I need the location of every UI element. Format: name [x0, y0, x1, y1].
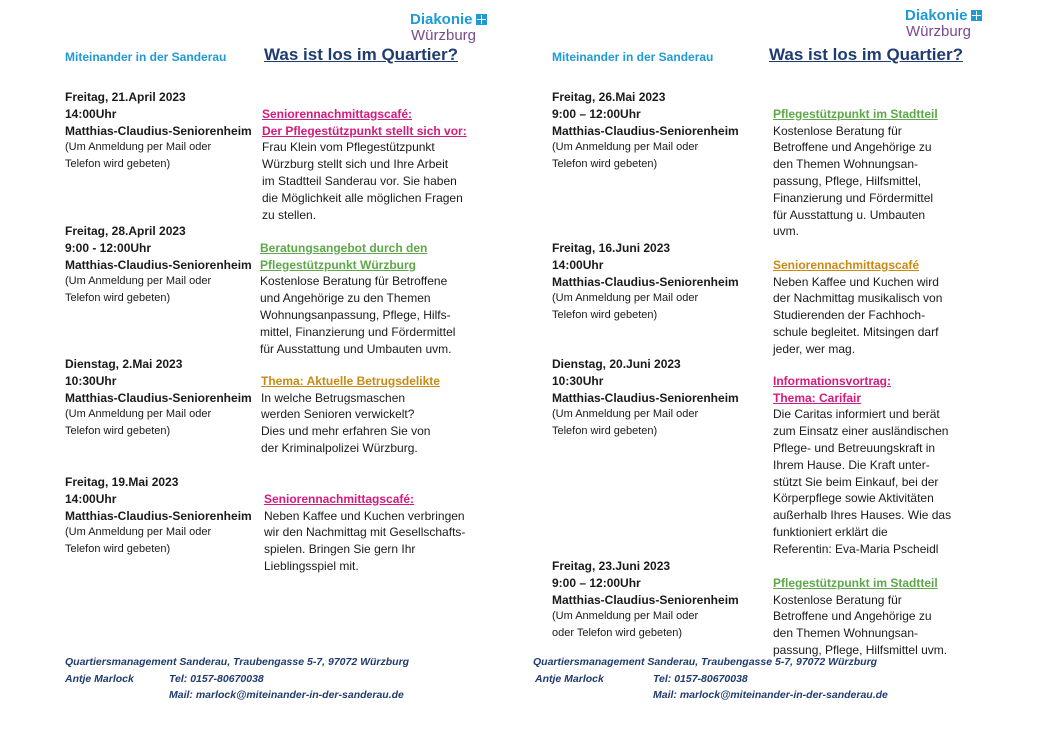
event-time: 9:00 - 12:00Uhr [65, 240, 152, 255]
event-desc-right-1 [773, 89, 938, 257]
footer-address: Quartiersmanagement Sanderau, Traubengasse 5-7, 97072 Würzburg [65, 656, 410, 668]
event-desc-left-4 [264, 474, 465, 592]
event-date: Dienstag, 20.Juni 2023 [552, 357, 681, 371]
footer-email: Mail: marlock@miteinander-in-der-sanderau.de [169, 689, 404, 701]
event-note: (Um Anmeldung per Mail oder Telefon wird gebeten) [552, 408, 699, 438]
brand-name: Diakonie [410, 11, 473, 28]
event-note: (Um Anmeldung per Mail oder Telefon wird gebeten) [65, 408, 212, 438]
event-body: Neben Kaffee und Kuchen wird der Nachmittag musikalisch von Studierenden der Fachhoch- schule begleitet. Mitsingen darf jeder, wer mag. [773, 274, 943, 356]
event-date: Freitag, 28.April 2023 [65, 224, 186, 238]
event-place: Matthias-Claudius-Seniorenheim [65, 508, 252, 523]
event-right-2 [552, 240, 739, 324]
event-body: Kostenlose Beratung für Betroffene und Angehörige zu den Themen Wohnungsan- passung, Pflege, Hilfsmittel, Finanzierung und Fördermittel für Ausstattung u. Umbauten uvm. [773, 123, 934, 239]
event-body: Neben Kaffee und Kuchen verbringen wir den Nachmittag mit Gesellschafts- spielen. Bringen Sie gern Ihr Lieblingsspiel mit. [264, 508, 466, 573]
heading-right: Was ist los im Quartier? [769, 45, 963, 64]
footer-phone: Tel: 0157-80670038 [169, 672, 264, 685]
event-right-1 [552, 89, 739, 173]
event-place: Matthias-Claudius-Seniorenheim [552, 390, 739, 405]
event-body: Frau Klein vom Pflegestützpunkt Würzburg stellt sich und Ihre Arbeit im Stadtteil Sanderau vor. Sie haben die Möglichkeit alle möglichen Fragen zu stellen. [262, 140, 463, 222]
event-left-3 [65, 356, 252, 440]
event-time: 10:30Uhr [552, 373, 604, 388]
event-body: Kostenlose Beratung für Betroffene und Angehörige zu den Themen Wohnungsan- passung, Pflege, Hilfsmittel uvm. [773, 592, 948, 657]
event-place: Matthias-Claudius-Seniorenheim [65, 257, 252, 272]
event-desc-right-3 [773, 356, 951, 574]
footer-name: Antje Marlock [65, 672, 134, 685]
event-time: 10:30Uhr [65, 373, 117, 388]
cross-icon [476, 14, 487, 25]
event-place: Matthias-Claudius-Seniorenheim [552, 592, 739, 607]
event-desc-left-1 [262, 89, 467, 240]
event-desc-left-2 [260, 223, 455, 374]
diakonie-logo-right [905, 8, 982, 39]
event-date: Dienstag, 2.Mai 2023 [65, 357, 183, 371]
event-title: Beratungsangebot durch den Pflegestützpunkt Würzburg [260, 240, 428, 272]
event-right-3 [552, 356, 739, 440]
brand-city: Würzburg [411, 27, 477, 44]
event-time: 9:00 – 12:00Uhr [552, 575, 641, 590]
brand-city: Würzburg [906, 23, 972, 40]
event-place: Matthias-Claudius-Seniorenheim [65, 123, 252, 138]
event-note: (Um Anmeldung per Mail oder Telefon wird gebeten) [65, 275, 212, 305]
subtitle-left: Miteinander in der Sanderau [65, 50, 227, 64]
event-time: 14:00Uhr [552, 257, 604, 272]
event-right-4 [552, 558, 739, 642]
event-date: Freitag, 26.Mai 2023 [552, 90, 666, 104]
cross-icon [971, 10, 982, 21]
event-note: (Um Anmeldung per Mail oder oder Telefon wird gebeten) [552, 610, 699, 640]
event-time: 14:00Uhr [65, 106, 117, 121]
event-title: Pflegestützpunkt im Stadtteil [773, 575, 938, 590]
event-body: In welche Betrugsmaschen werden Senioren verwickelt? Dies und mehr erfahren Sie von der Kriminalpolizei Würzburg. [261, 390, 431, 455]
event-body: Kostenlose Beratung für Betroffene und Angehörige zu den Themen Wohnungsanpassung, Pflege, Hilfs- mittel, Finanzierung und Fördermittel für Ausstattung und Umbauten uvm. [260, 274, 456, 356]
event-date: Freitag, 21.April 2023 [65, 90, 186, 104]
event-title: Informationsvortrag: Thema: Carifair [773, 373, 892, 405]
subtitle-right: Miteinander in der Sanderau [552, 50, 714, 64]
event-note: (Um Anmeldung per Mail oder Telefon wird gebeten) [65, 141, 212, 171]
footer-right [533, 654, 888, 704]
event-date: Freitag, 23.Juni 2023 [552, 559, 671, 573]
footer-name: Antje Marlock [535, 672, 604, 685]
brand-name: Diakonie [905, 7, 968, 24]
event-body: Die Caritas informiert und berät zum Einsatz einer ausländischen Pflege- und Betreuungskraft in Ihrem Hause. Die Kraft unter- stützt Sie beim Einkauf, bei der Körperpflege sowie Aktivitäten außerhalb Ihres Hauses. Wie das funktioniert erklärt die Referentin: Eva-Maria Pscheidl [773, 407, 952, 556]
event-time: 14:00Uhr [65, 491, 117, 506]
event-place: Matthias-Claudius-Seniorenheim [65, 390, 252, 405]
event-desc-right-2 [773, 240, 942, 374]
event-time: 9:00 – 12:00Uhr [552, 106, 641, 121]
footer-phone: Tel: 0157-80670038 [653, 672, 748, 685]
event-place: Matthias-Claudius-Seniorenheim [552, 274, 739, 289]
footer-email: Mail: marlock@miteinander-in-der-sanderau.de [653, 689, 888, 701]
event-date: Freitag, 16.Juni 2023 [552, 241, 671, 255]
event-left-4 [65, 474, 252, 558]
event-title: Seniorennachmittagscafé: Der Pflegestützpunkt stellt sich vor: [262, 106, 467, 138]
event-note: (Um Anmeldung per Mail oder Telefon wird gebeten) [552, 292, 699, 322]
diakonie-logo-left [410, 12, 487, 43]
event-desc-left-3 [261, 356, 440, 474]
event-title: Pflegestützpunkt im Stadtteil [773, 106, 938, 121]
heading-left: Was ist los im Quartier? [264, 45, 458, 64]
event-note: (Um Anmeldung per Mail oder Telefon wird gebeten) [65, 526, 212, 556]
footer-left [65, 654, 409, 704]
event-place: Matthias-Claudius-Seniorenheim [552, 123, 739, 138]
event-note: (Um Anmeldung per Mail oder Telefon wird gebeten) [552, 141, 699, 171]
event-left-2 [65, 223, 252, 307]
footer-address: Quartiersmanagement Sanderau, Traubengasse 5-7, 97072 Würzburg [533, 656, 878, 668]
event-title: Thema: Aktuelle Betrugsdelikte [261, 373, 440, 388]
event-left-1 [65, 89, 252, 173]
event-title: Seniorennachmittagscafé [773, 257, 920, 272]
event-title: Seniorennachmittagscafé: [264, 491, 415, 506]
event-date: Freitag, 19.Mai 2023 [65, 475, 179, 489]
